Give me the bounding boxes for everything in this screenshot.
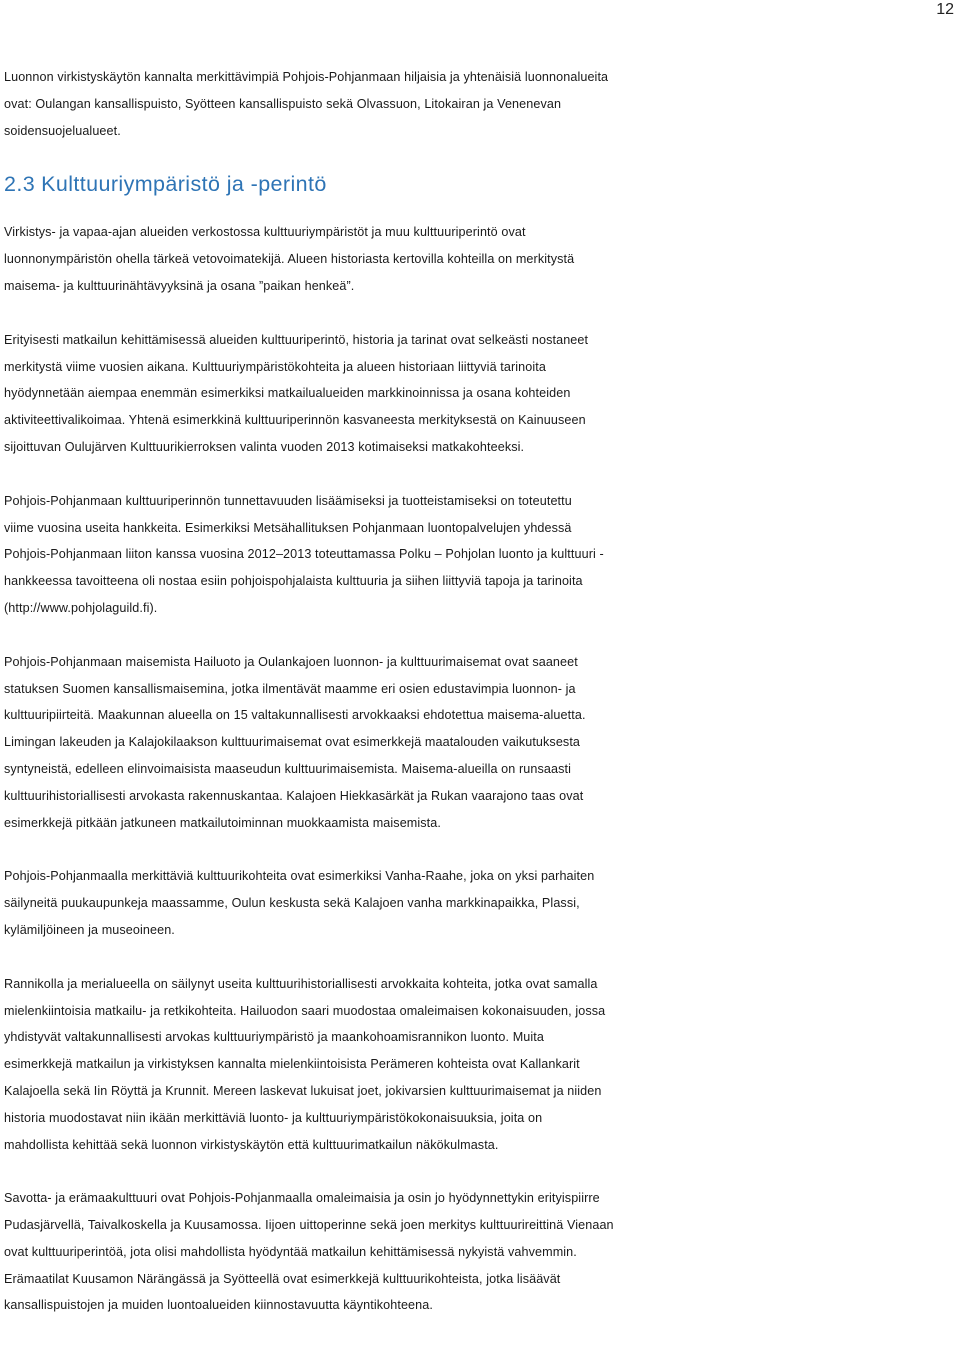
text-line: mahdollista kehittää sekä luonnon virkistyskäytön että kulttuurimatkailun näkökulmasta. bbox=[4, 1137, 499, 1152]
paragraph bbox=[4, 488, 956, 622]
text-line: Erämaatilat Kuusamon Närängässä ja Syötteellä ovat esimerkkejä kulttuurikohteista, jotka lisäävät bbox=[4, 1271, 561, 1286]
text-line: Luonnon virkistyskäytön kannalta merkittävimpiä Pohjois-Pohjanmaan hiljaisia ja yhtenäisiä luonnonalueita bbox=[4, 70, 609, 84]
section-heading bbox=[4, 169, 956, 199]
text-line: Rannikolla ja merialueella on säilynyt useita kulttuurihistoriallisesti arvokkaita kohteita, jotka ovat samalla bbox=[4, 976, 598, 991]
text-line: säilyneitä puukaupunkeja maassamme, Oulun keskusta sekä Kalajoen vanha markkinapaikka, Plassi, bbox=[4, 896, 580, 911]
paragraph bbox=[4, 863, 956, 943]
text-line: kylämiljöineen ja museoineen. bbox=[4, 922, 175, 937]
text-line: mielenkiintoisia matkailu- ja retkikohteita. Hailuodon saari muodostaa omaleimaisen kokonaisuuden, jossa bbox=[4, 1003, 606, 1018]
text-line: kulttuuripiirteitä. Maakunnan alueella on 15 valtakunnallisesti arvokkaaksi ehdotettua maisema-aluetta. bbox=[4, 708, 586, 723]
text-line: Limingan lakeuden ja Kalajokilaakson kulttuurimaisemat ovat esimerkkejä maatalouden vaikutuksesta bbox=[4, 735, 581, 750]
text-line: kansallispuistojen ja muiden luontoalueiden kiinnostavuutta käyntikohteena. bbox=[4, 1298, 433, 1313]
text-line: Pudasjärvellä, Taivalkoskella ja Kuusamossa. Iijoen uittoperinne sekä joen merkitys kulttuurireittinä Vienaan bbox=[4, 1218, 614, 1233]
text-line: Pohjois-Pohjanmaan kulttuuriperinnön tunnettavuuden lisäämiseksi ja tuotteistamiseksi on toteutettu bbox=[4, 493, 572, 508]
page-number: 12 bbox=[936, 1, 954, 18]
text-line: yhdistyvät valtakunnallisesti arvokas kulttuuriympäristö ja maankohoamisrannikon luonto. Muita bbox=[4, 1030, 544, 1045]
text-line: Erityisesti matkailun kehittämisessä alueiden kulttuuriperintö, historia ja tarinat ovat selkeästi nostaneet bbox=[4, 332, 589, 347]
text-line: Pohjois-Pohjanmaan liiton kanssa vuosina 2012–2013 toteuttamassa Polku – Pohjolan luonto ja kulttuuri - bbox=[4, 547, 604, 562]
text-line: soidensuojelualueet. bbox=[4, 123, 121, 138]
text-line: (http://www.pohjolaguild.fi). bbox=[4, 600, 158, 615]
section-number: 2.3 bbox=[4, 172, 36, 197]
intro-paragraph bbox=[4, 64, 956, 144]
text-line: viime vuosina useita hankkeita. Esimerkiksi Metsähallituksen Pohjanmaan luontopalvelujen yhdessä bbox=[4, 520, 572, 535]
text-line: maisema- ja kulttuurinähtävyyksinä ja osana ”paikan henkeä”. bbox=[4, 278, 355, 293]
text-line: syntyneistä, edelleen elinvoimaisista maaseudun kulttuurimaisemista. Maisema-alueilla on runsaasti bbox=[4, 761, 571, 776]
paragraph bbox=[4, 971, 956, 1159]
paragraph bbox=[4, 219, 956, 299]
text-line: sijoittuvan Oulujärven Kulttuurikierroksen valinta vuoden 2013 kotimaiseksi matkakohteeksi. bbox=[4, 439, 525, 454]
text-line: ovat: Oulangan kansallispuisto, Syötteen kansallispuisto sekä Olvassuon, Litokairan ja Venenevan bbox=[4, 96, 562, 111]
text-line: Pohjois-Pohjanmaalla merkittäviä kulttuurikohteita ovat esimerkiksi Vanha-Raahe, joka on yksi parhaiten bbox=[4, 869, 595, 884]
text-line: ovat kulttuuriperintöä, jota olisi mahdollista hyödyntää matkailun kehittämisessä nykyistä vahvemmin. bbox=[4, 1244, 577, 1259]
text-line: luonnonympäristön ohella tärkeä vetovoimatekijä. Alueen historiasta kertovilla kohteilla on merkitystä bbox=[4, 252, 575, 267]
text-line: Pohjois-Pohjanmaan maisemista Hailuoto ja Oulankajoen luonnon- ja kulttuurimaisemat ovat saaneet bbox=[4, 654, 578, 669]
text-line: Savotta- ja erämaakulttuuri ovat Pohjois-Pohjanmaalla omaleimaisia ja osin jo hyödynnettykin erityispiirre bbox=[4, 1191, 600, 1206]
text-line: esimerkkejä pitkään jatkuneen matkailutoiminnan muokkaamista maisemista. bbox=[4, 815, 441, 830]
text-line: hyödynnetään aiempaa enemmän esimerkiksi matkailualueiden markkinoinnissa ja osana kohteiden bbox=[4, 386, 571, 401]
paragraph bbox=[4, 649, 956, 837]
text-line: aktiviteettivalikoimaa. Yhtenä esimerkkinä kulttuuriperinnön kasvaneesta merkityksestä on Kainuuseen bbox=[4, 413, 586, 428]
text-line: merkitystä viime vuosien aikana. Kulttuuriympäristökohteita ja alueen historiaan liittyviä tarinoita bbox=[4, 359, 546, 374]
text-line: statuksen Suomen kansallismaisemina, jotka ilmentävät maamme eri osien edustavimpia luonnon- ja bbox=[4, 681, 576, 696]
paragraph bbox=[4, 327, 956, 461]
document-body bbox=[4, 64, 956, 1319]
text-line: Kalajoella sekä Iin Röyttä ja Krunnit. Mereen laskevat lukuisat joet, jokivarsien kulttuurimaisemat ja niiden bbox=[4, 1083, 602, 1098]
text-line: esimerkkejä matkailun ja virkistyksen kannalta mielenkiintoisista Perämeren kohteista ovat Kallankarit bbox=[4, 1057, 580, 1072]
text-line: Virkistys- ja vapaa-ajan alueiden verkostossa kulttuuriympäristöt ja muu kulttuuriperintö ovat bbox=[4, 225, 526, 240]
section-title: Kulttuuriympäristö ja -perintö bbox=[41, 172, 327, 197]
text-line: kulttuurihistoriallisesti arvokasta rakennuskantaa. Kalajoen Hiekkasärkät ja Rukan vaarajono taas ovat bbox=[4, 788, 584, 803]
paragraph bbox=[4, 1185, 956, 1319]
text-line: historia muodostavat niin ikään merkittäviä luonto- ja kulttuuriympäristökokonaisuuksia, joita on bbox=[4, 1110, 543, 1125]
text-line: hankkeessa tavoitteena oli nostaa esiin pohjoispohjalaista kulttuuria ja siihen liittyviä tapoja ja tarinoita bbox=[4, 574, 583, 589]
